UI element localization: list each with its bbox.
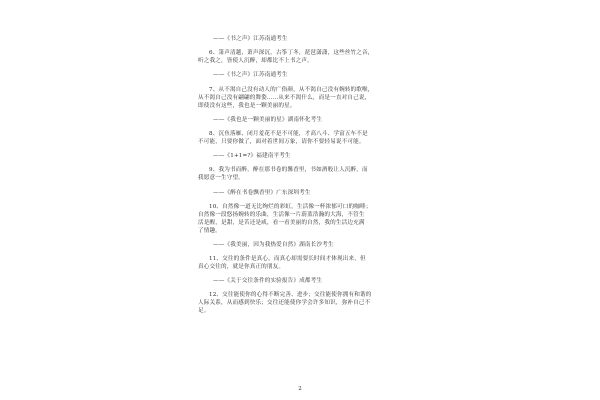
source-attribution bbox=[198, 189, 408, 197]
paragraph-line: 足。 bbox=[198, 308, 210, 315]
paragraph-line: 了情趣。 bbox=[198, 227, 221, 234]
source-attribution bbox=[198, 71, 408, 79]
source-attribution bbox=[198, 277, 408, 285]
paragraph-line: 10、自然像一道无比绚烂的彩虹，生活像一杯浓郁可口的咖啡； bbox=[209, 203, 372, 210]
source-line: ——《醉在书卷飘香里》广东深圳考生 bbox=[213, 189, 311, 196]
source-attribution bbox=[198, 152, 408, 160]
paragraph-line: 人际关系，从而感到快乐；交往还能使你学会许多知识，弥补自己不 bbox=[198, 300, 371, 307]
source-attribution bbox=[198, 116, 408, 124]
paragraph-line: 8、沉鱼落雁、闭月羞花不是不可能，才高八斗、学富五车不是 bbox=[209, 130, 368, 137]
paragraph-line: 11、交往的条件是真心，而真心却需要长时间才体现出来，但 bbox=[209, 256, 366, 263]
paragraph-line: 9、我为书而醉，醉在那书卷的馨香里，书如酒般让人沉醉，而 bbox=[209, 167, 368, 174]
page-number: 2 bbox=[298, 386, 302, 392]
source-attribution bbox=[198, 35, 408, 43]
source-line: ——《我美丽，因为我热爱自然》湖南长沙考生 bbox=[213, 241, 334, 248]
paragraph-line: 从不渴自己没有翩翩的舞姿……从来不渴什么，而是一直对自己说， bbox=[198, 94, 371, 101]
excerpt-paragraph bbox=[198, 166, 408, 182]
source-line: ——《1+1=?》福建南平考生 bbox=[213, 153, 291, 160]
source-line: ——《书之声》江苏南通考生 bbox=[213, 72, 288, 79]
paragraph-line: 自然像一段悠扬婉转的乐曲，生活像一片蔚蓝浩瀚的大海，不管生 bbox=[198, 211, 365, 218]
source-line: ——《书之声》江苏南通考生 bbox=[213, 36, 288, 42]
source-line: ——《我也是一颗美丽的星》湖南怀化考生 bbox=[213, 116, 323, 123]
source-line: ——《关于交往条件的实验报告》成都考生 bbox=[213, 278, 323, 285]
document-body bbox=[198, 35, 408, 315]
paragraph-line: 7、从不渴自己没有动人的广俗颜，从不渴自己没有婉转的歌喉， bbox=[209, 86, 374, 93]
paragraph-line: 听之我之，皆使人沉醉，却都比不上书之声。 bbox=[198, 58, 313, 65]
paragraph-line: 即使没有这些，我也是一颗美丽的星。 bbox=[198, 102, 296, 109]
paragraph-line: 6、箫声清越，萧声深沉，古筝丁冬，琵琶潇潇，这些丝竹之音， bbox=[209, 50, 374, 57]
paragraph-line: 12、交往能使你的心得不断完善、进步；交往能使你拥有和谐的 bbox=[209, 292, 372, 299]
excerpt-paragraph bbox=[198, 291, 408, 315]
paragraph-line: 不可能，只要你做了，面对着世间万象，请你不要轻易说不可能。 bbox=[198, 138, 365, 145]
excerpt-paragraph bbox=[198, 130, 408, 146]
excerpt-paragraph bbox=[198, 49, 408, 65]
excerpt-paragraph bbox=[198, 255, 408, 271]
excerpt-paragraph bbox=[198, 203, 408, 235]
source-attribution bbox=[198, 241, 408, 249]
excerpt-paragraph bbox=[198, 86, 408, 110]
paragraph-line: 真心交往的，就是你真正的朋友。 bbox=[198, 264, 285, 271]
paragraph-line: 我愿意一生守望。 bbox=[198, 175, 244, 182]
paragraph-line: 活是醒，是甜，是苦还是咸，看一看美丽的自然，我的生活边充满 bbox=[198, 219, 365, 226]
